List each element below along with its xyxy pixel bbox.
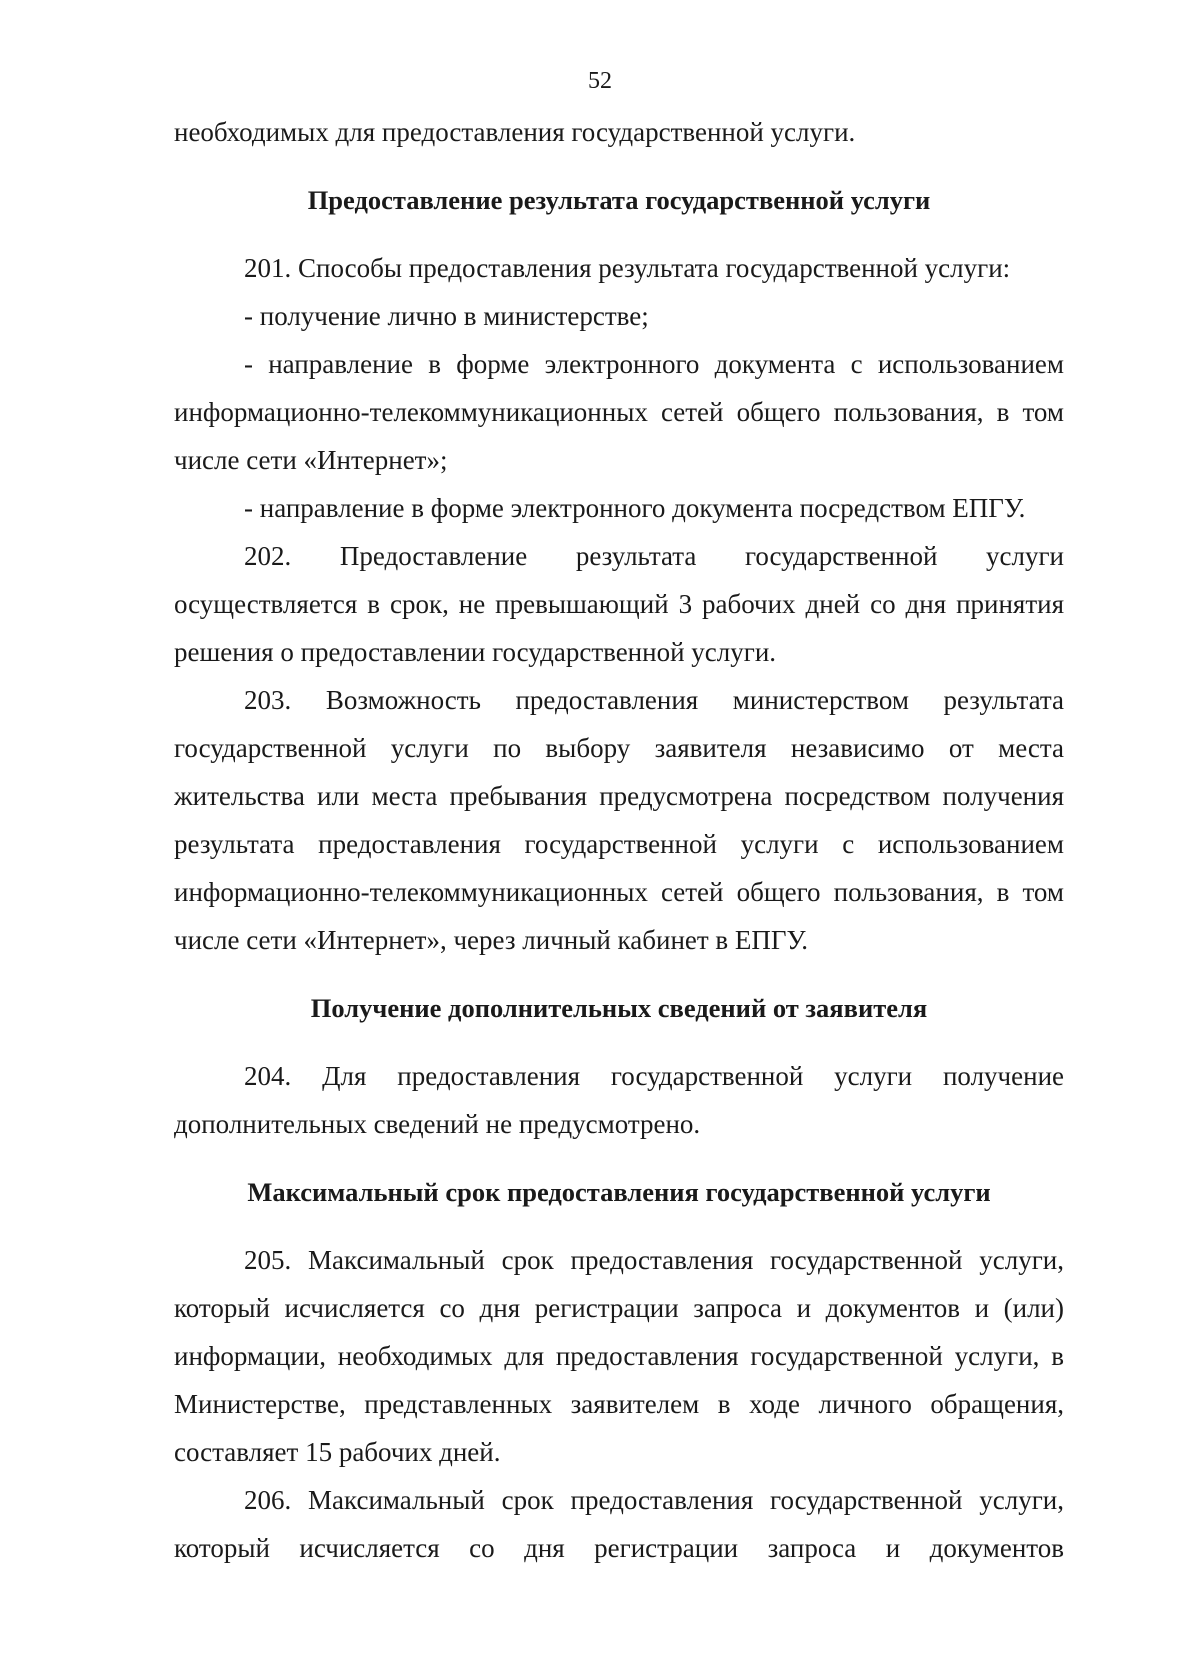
paragraph-206: 206. Максимальный срок предоставления государственной услуги, который исчисляется со дня регистрации запроса и документов (174, 1485, 1064, 1563)
paragraph-205: 205. Максимальный срок предоставления государственной услуги, который исчисляется со дня регистрации запроса и документов и (или) информации, необходимых для предоставления государственной услуги, в Министерстве, представленных заявителем в ходе личного обращения, составляет 15 рабочих дней. (174, 1245, 1064, 1467)
intro-line: необходимых для предоставления государственной услуги. (174, 117, 856, 147)
paragraph-201-item-a: - получение лично в министерстве; (244, 301, 649, 331)
paragraph-203: 203. Возможность предоставления министерством результата государственной услуги по выбору заявителя независимо от места жительства или места пребывания предусмотрена посредством получения результата предоставления государственной услуги с использованием информационно-телекоммуникационных сетей общего пользования, в том числе сети «Интернет», через личный кабинет в ЕПГУ. (174, 685, 1064, 955)
section-heading-result: Предоставление результата государственной услуги (307, 185, 931, 215)
document-body (174, 108, 1064, 1572)
paragraph-204: 204. Для предоставления государственной услуги получение дополнительных сведений не предусмотрено. (174, 1061, 1064, 1139)
section-heading-additional-info: Получение дополнительных сведений от заявителя (310, 993, 928, 1023)
paragraph-201-item-c: - направление в форме электронного документа посредством ЕПГУ. (244, 493, 1026, 523)
section-heading-max-term: Максимальный срок предоставления государственной услуги (247, 1177, 991, 1207)
page-number: 52 (588, 68, 612, 94)
paragraph-201: 201. Способы предоставления результата государственной услуги: (244, 253, 1011, 283)
paragraph-201-item-b: - направление в форме электронного документа с использованием информационно-телекоммуникационных сетей общего пользования, в том числе сети «Интернет»; (174, 349, 1064, 475)
paragraph-202: 202. Предоставление результата государственной услуги осуществляется в срок, не превышающий 3 рабочих дней со дня принятия решения о предоставлении государственной услуги. (174, 541, 1064, 667)
